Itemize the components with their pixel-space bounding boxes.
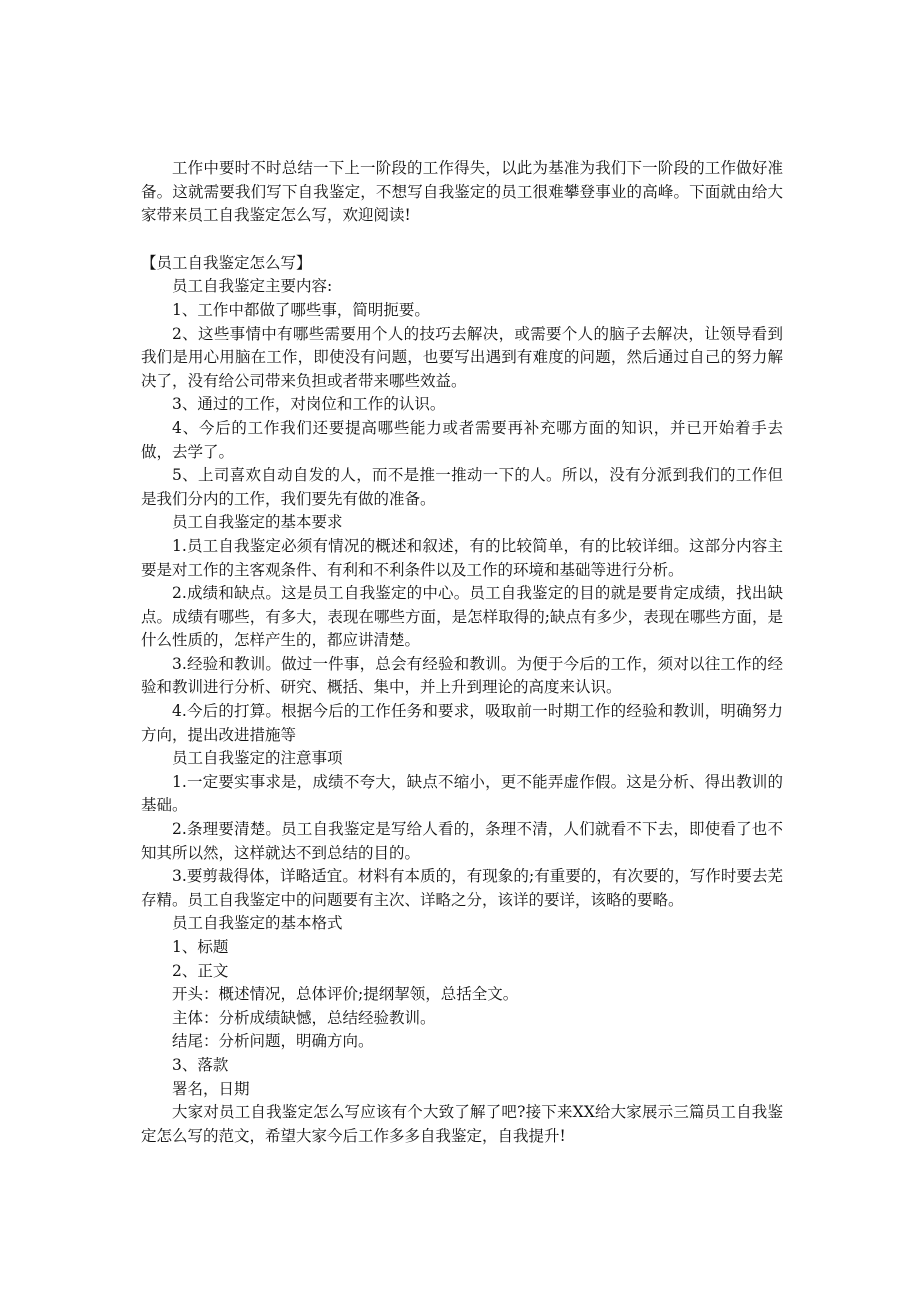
paragraph-main-content-heading: 员工自我鉴定主要内容: (172, 277, 333, 296)
section-title: 【员工自我鉴定怎么写】 (141, 253, 312, 272)
paragraph-format-ending: 结尾：分析问题，明确方向。 (172, 1032, 374, 1051)
paragraph-format-heading: 员工自我鉴定的基本格式 (172, 914, 343, 933)
paragraph-note-3: 3.要剪裁得体，详略适宜。材料有本质的，有现象的;有重要的，有次要的，写作时要去芜存精。员工自我鉴定中的问题要有主次、详略之分，该详的要详，该略的要略。 (141, 867, 783, 909)
paragraph-content-item-2: 2、这些事情中有哪些需要用个人的技巧去解决，或需要个人的脑子去解决，让领导看到我们是用心用脑在工作，即使没有问题，也要写出遇到有难度的问题，然后通过自己的努力解决了，没有给公司带来负担或者带来哪些效益。 (141, 324, 783, 390)
paragraph-format-opening: 开头：概述情况，总体评价;提纲挈领，总括全文。 (172, 985, 519, 1004)
paragraph-requirement-4: 4.今后的打算。根据今后的工作任务和要求，吸取前一时期工作的经验和教训，明确努力方向，提出改进措施等 (141, 702, 783, 744)
paragraph-format-signature: 3、落款 (172, 1055, 229, 1074)
paragraph-note-2: 2.条理要清楚。员工自我鉴定是写给人看的，条理不清，人们就看不下去，即使看了也不知其所以然，这样就达不到总结的目的。 (141, 820, 783, 862)
paragraph-content-item-4: 4、今后的工作我们还要提高哪些能力或者需要再补充哪方面的知识，并已开始着手去做，去学了。 (141, 418, 783, 461)
paragraph-notes-heading: 员工自我鉴定的注意事项 (172, 749, 343, 768)
paragraph-closing: 大家对员工自我鉴定怎么写应该有个大致了解了吧?接下来XX给大家展示三篇员工自我鉴定怎么写的范文，希望大家今后工作多多自我鉴定，自我提升! (141, 1103, 783, 1145)
paragraph-content-item-3: 3、通过的工作，对岗位和工作的认识。 (172, 395, 446, 414)
paragraph-requirements-heading: 员工自我鉴定的基本要求 (172, 513, 343, 532)
paragraph-requirement-3: 3.经验和教训。做过一件事，总会有经验和教训。为便于今后的工作，须对以往工作的经验和教训进行分析、研究、概括、集中，并上升到理论的高度来认识。 (141, 654, 783, 697)
paragraph-format-sign-date: 署名，日期 (172, 1079, 250, 1098)
paragraph-note-1: 1.一定要实事求是，成绩不夸大，缺点不缩小，更不能弄虚作假。这是分析、得出教训的基础。 (141, 772, 783, 815)
intro-paragraph: 工作中要时不时总结一下上一阶段的工作得失，以此为基准为我们下一阶段的工作做好准备。这就需要我们写下自我鉴定，不想写自我鉴定的员工很难攀登事业的高峰。下面就由给大家带来员工自我鉴定怎么写，欢迎阅读! (141, 159, 783, 225)
paragraph-content-item-1: 1、工作中都做了哪些事，简明扼要。 (172, 300, 430, 319)
paragraph-requirement-2: 2.成绩和缺点。这是员工自我鉴定的中心。员工自我鉴定的目的就是要肯定成绩，找出缺点。成绩有哪些，有多大，表现在哪些方面，是怎样取得的;缺点有多少，表现在哪些方面，是什么性质的，怎样产生的，都应讲清楚。 (141, 584, 783, 650)
document-page (141, 0, 783, 1148)
paragraph-format-title: 1、标题 (172, 938, 229, 956)
paragraph-format-body: 2、正文 (172, 961, 229, 980)
paragraph-requirement-1: 1.员工自我鉴定必须有情况的概述和叙述，有的比较简单，有的比较详细。这部分内容主要是对工作的主客观条件、有利和不利条件以及工作的环境和基础等进行分析。 (141, 536, 783, 579)
paragraph-format-main: 主体：分析成绩缺憾，总结经验教训。 (172, 1008, 436, 1027)
paragraph-content-item-5: 5、上司喜欢自动自发的人，而不是推一推动一下的人。所以，没有分派到我们的工作但是我们分内的工作，我们要先有做的准备。 (141, 466, 783, 508)
